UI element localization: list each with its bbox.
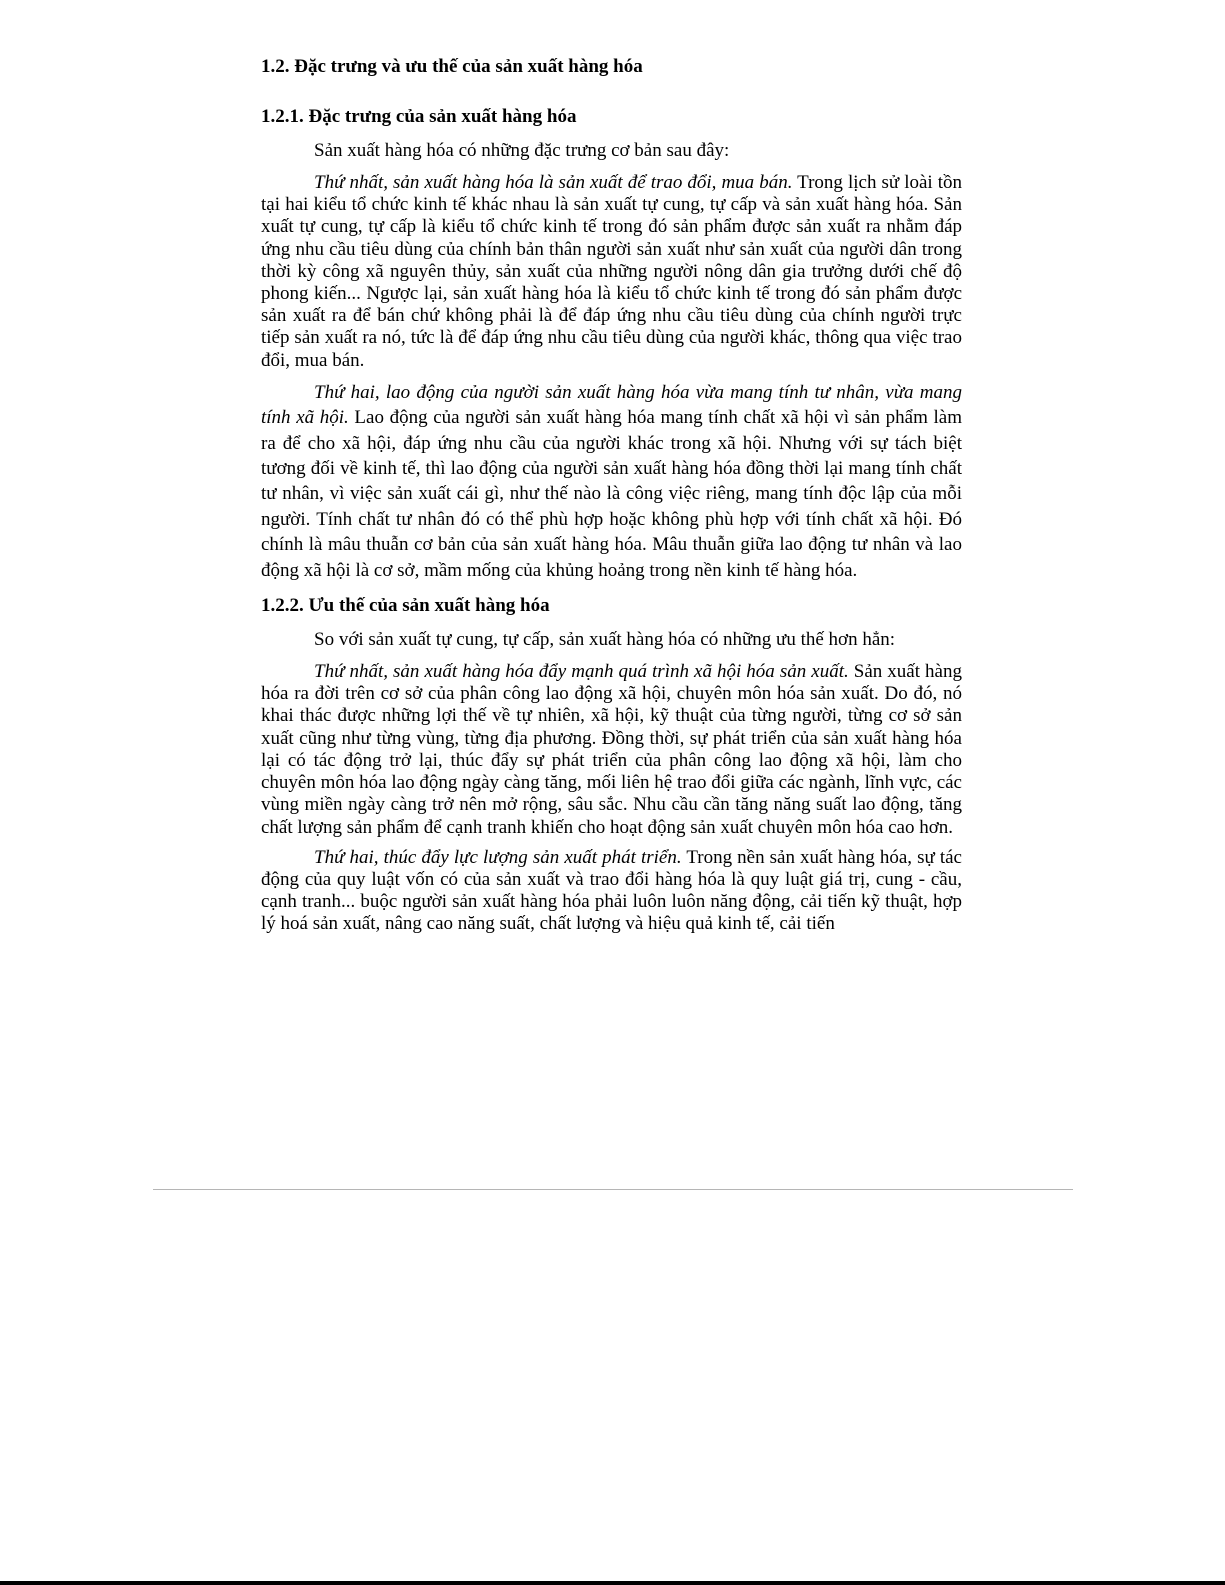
- characteristics-paragraph-1: [261, 172, 962, 372]
- characteristics-paragraph-2-lead: Thứ hai, lao động của người sản xuất hàng hóa vừa mang tính tư nhân, vừa mang tính xã hội.: [261, 381, 962, 429]
- section-heading: 1.2. Đặc trưng và ưu thế của sản xuất hàng hóa: [261, 56, 643, 77]
- characteristics-intro: Sản xuất hàng hóa có những đặc trưng cơ bản sau đây:: [314, 140, 730, 161]
- advantages-paragraph-2: [261, 847, 962, 936]
- characteristics-paragraph-1-lead: Thứ nhất, sản xuất hàng hóa là sản xuất để trao đổi, mua bán.: [314, 172, 793, 193]
- subsection-heading-characteristics: 1.2.1. Đặc trưng của sản xuất hàng hóa: [261, 106, 577, 127]
- advantages-paragraph-2-body: Trong nền sản xuất hàng hóa, sự tác động của quy luật vốn có của sản xuất và trao đổi hàng hóa là quy luật giá trị, cung - cầu, cạnh tranh... buộc người sản xuất hàng hóa phải luôn luôn năng động, cải tiến kỹ thuật, hợp lý hoá sản xuất, nâng cao năng suất, chất lượng và hiệu quả kinh tế, cải tiến: [261, 846, 962, 935]
- document-page-content: [261, 52, 962, 944]
- subsection-heading-advantages: 1.2.2. Ưu thế của sản xuất hàng hóa: [261, 595, 550, 617]
- characteristics-paragraph-2-body: Lao động của người sản xuất hàng hóa mang tính chất xã hội vì sản phẩm làm ra để cho xã hội, đáp ứng nhu cầu của người khác trong xã hội. Nhưng với sự tách biệt tương đối về kinh tế, thì lao động của người sản xuất hàng hóa đồng thời lại mang tính chất tư nhân, vì việc sản xuất cái gì, như thế nào là công việc riêng, mang tính độc lập của mỗi người. Tính chất tư nhân đó có thể phù hợp hoặc không phù hợp với tính chất xã hội. Đó chính là mâu thuẫn cơ bản của sản xuất hàng hóa. Mâu thuẫn giữa lao động tư nhân và lao động xã hội là cơ sở, mầm mống của khủng hoảng trong nền kinh tế hàng hóa.: [261, 407, 962, 581]
- bottom-edge-bar: [0, 1581, 1225, 1585]
- characteristics-paragraph-2: [261, 380, 962, 583]
- page-divider: [153, 1189, 1073, 1190]
- characteristics-paragraph-1-body: Trong lịch sử loài tồn tại hai kiểu tổ chức kinh tế khác nhau là sản xuất tự cung, tự cấp và sản xuất hàng hóa. Sản xuất tự cung, tự cấp là kiểu tổ chức kinh tế trong đó sản phẩm được sản xuất ra nhằm đáp ứng nhu cầu tiêu dùng của chính bản thân người sản xuất như sản xuất của người dân trong thời kỳ công xã nguyên thủy, sản xuất của những người nông dân gia trưởng dưới chế độ phong kiến... Ngược lại, sản xuất hàng hóa là kiểu tổ chức kinh tế trong đó sản phẩm được sản xuất ra để bán chứ không phải là để đáp ứng nhu cầu tiêu dùng của chính người trực tiếp sản xuất ra nó, tức là để đáp ứng nhu cầu tiêu dùng của người khác, thông qua việc trao đổi, mua bán.: [261, 172, 962, 371]
- advantages-paragraph-2-lead: Thứ hai, thúc đẩy lực lượng sản xuất phát triển.: [314, 846, 682, 868]
- advantages-paragraph-1-lead: Thứ nhất, sản xuất hàng hóa đẩy mạnh quá trình xã hội hóa sản xuất.: [314, 661, 849, 683]
- advantages-intro: So với sản xuất tự cung, tự cấp, sản xuất hàng hóa có những ưu thế hơn hẳn:: [314, 629, 896, 651]
- advantages-paragraph-1-body: Sản xuất hàng hóa ra đời trên cơ sở của phân công lao động xã hội, chuyên môn hóa sản xuất. Do đó, nó khai thác được những lợi thế về tự nhiên, xã hội, kỹ thuật của từng người, từng cơ sở sản xuất cũng như từng vùng, từng địa phương. Đồng thời, sự phát triển của sản xuất hàng hóa lại có tác động trở lại, thúc đẩy sự phát triển của phân công lao động xã hội, làm cho chuyên môn hóa lao động ngày càng tăng, mối liên hệ trao đổi giữa các ngành, lĩnh vực, các vùng miền ngày càng trở nên mở rộng, sâu sắc. Nhu cầu cần tăng năng suất lao động, tăng chất lượng sản phẩm để cạnh tranh khiến cho hoạt động sản xuất chuyên môn hóa cao hơn.: [261, 661, 962, 838]
- advantages-paragraph-1: [261, 661, 962, 839]
